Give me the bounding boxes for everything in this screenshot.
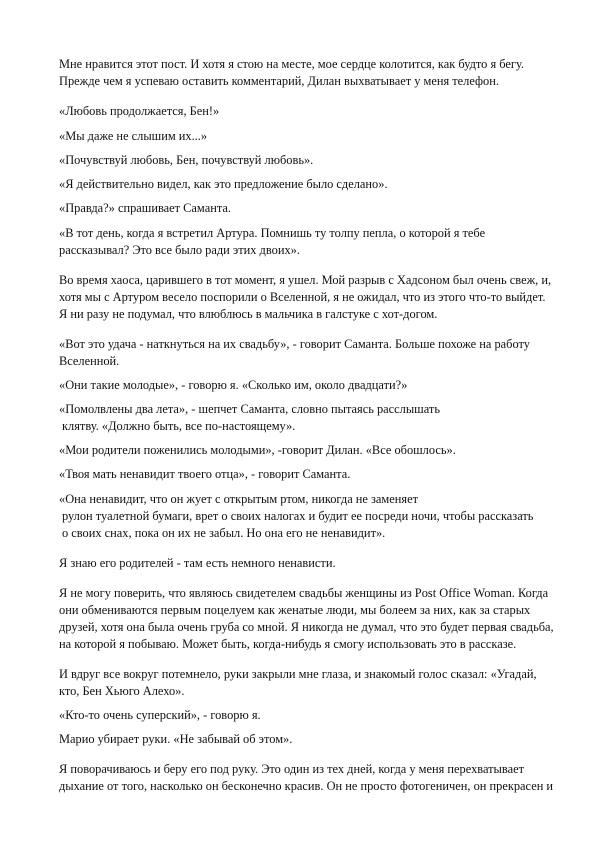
text-line: Я поворачиваюсь и беру его под руку. Это один из тех дней, когда у меня перехватывает <box>59 762 524 776</box>
text-line: рассказывал? Это все было ради этих двоих». <box>59 243 300 257</box>
text-line: «Она ненавидит, что он жует с открытым ртом, никогда не заменяет <box>59 492 418 506</box>
text-line: Мне нравится этот пост. И хотя я стою на месте, мое сердце колотится, как будто я бегу. <box>59 57 525 71</box>
text-line: кто, Бен Хьюго Алехо». <box>59 684 185 698</box>
text-line: дыхание от того, насколько он бесконечно красив. Он не просто фотогеничен, он прекрасен и <box>59 779 554 793</box>
text-line: Я ни разу не подумал, что влюблюсь в мальчика в галстуке с хот-догом. <box>59 307 438 321</box>
text-line: «Я действительно видел, как это предложение было сделано». <box>59 177 388 191</box>
text-line: Во время хаоса, царившего в тот момент, я ушел. Мой разрыв с Хадсоном был очень свеж, и, <box>59 273 552 287</box>
text-line: «Они такие молодые», - говорю я. «Сколько им, около двадцати?» <box>59 378 408 392</box>
text-line: на которой я побываю. Может быть, когда-нибудь я смогу использовать это в рассказе. <box>59 637 517 651</box>
text-line: они обмениваются первым поцелуем как женатые люди, мы болеем за них, как за старых <box>59 603 531 617</box>
text-line: И вдруг все вокруг потемнело, руки закрыли мне глаза, и знакомый голос сказал: «Угадай, <box>59 667 537 681</box>
text-line: клятву. «Должно быть, все по-настоящему». <box>62 419 296 433</box>
text-line: «Помолвлены два лета», - шепчет Саманта, словно пытаясь расслышать <box>59 402 440 416</box>
text-line: Вселенной. <box>59 354 120 368</box>
text-line: «Мы даже не слышим их...» <box>59 129 208 143</box>
text-line: хотя мы с Артуром весело поспорили о Вселенной, я не ожидал, что из этого что-то выйдет. <box>59 290 546 304</box>
text-line: о своих снах, пока он их не забыл. Но она его не ненавидит». <box>62 526 386 540</box>
text-line: Прежде чем я успеваю оставить комментарий, Дилан выхватывает у меня телефон. <box>59 74 499 88</box>
text-line: «Твоя мать ненавидит твоего отца», - говорит Саманта. <box>59 467 351 481</box>
text-line: рулон туалетной бумаги, врет о своих налогах и будит ее посреди ночи, чтобы рассказать <box>62 509 534 523</box>
text-line: «Правда?» спрашивает Саманта. <box>59 201 231 215</box>
text-line: «Кто-то очень суперский», - говорю я. <box>59 708 261 722</box>
text-line: «Мои родители поженились молодыми», -говорит Дилан. «Все обошлось». <box>59 443 456 457</box>
text-line: друзей, хотя она была очень груба со мной. Я никогда не думал, что это будет первая свадьба, <box>59 620 554 634</box>
text-line: Марио убирает руки. «Не забывай об этом». <box>59 732 293 746</box>
text-line: Я не могу поверить, что являюсь свидетелем свадьбы женщины из Post Office Woman. Когда <box>59 586 549 600</box>
text-line: «Вот это удача - наткнуться на их свадьбу», - говорит Саманта. Больше похоже на работу <box>59 337 530 351</box>
text-line: «В тот день, когда я встретил Артура. Помнишь ту толпу пепла, о которой я тебе <box>59 226 486 240</box>
text-line: Я знаю его родителей - там есть немного ненависти. <box>59 556 336 570</box>
text-line: «Любовь продолжается, Бен!» <box>59 104 220 118</box>
text-line: «Почувствуй любовь, Бен, почувствуй любовь». <box>59 153 314 167</box>
